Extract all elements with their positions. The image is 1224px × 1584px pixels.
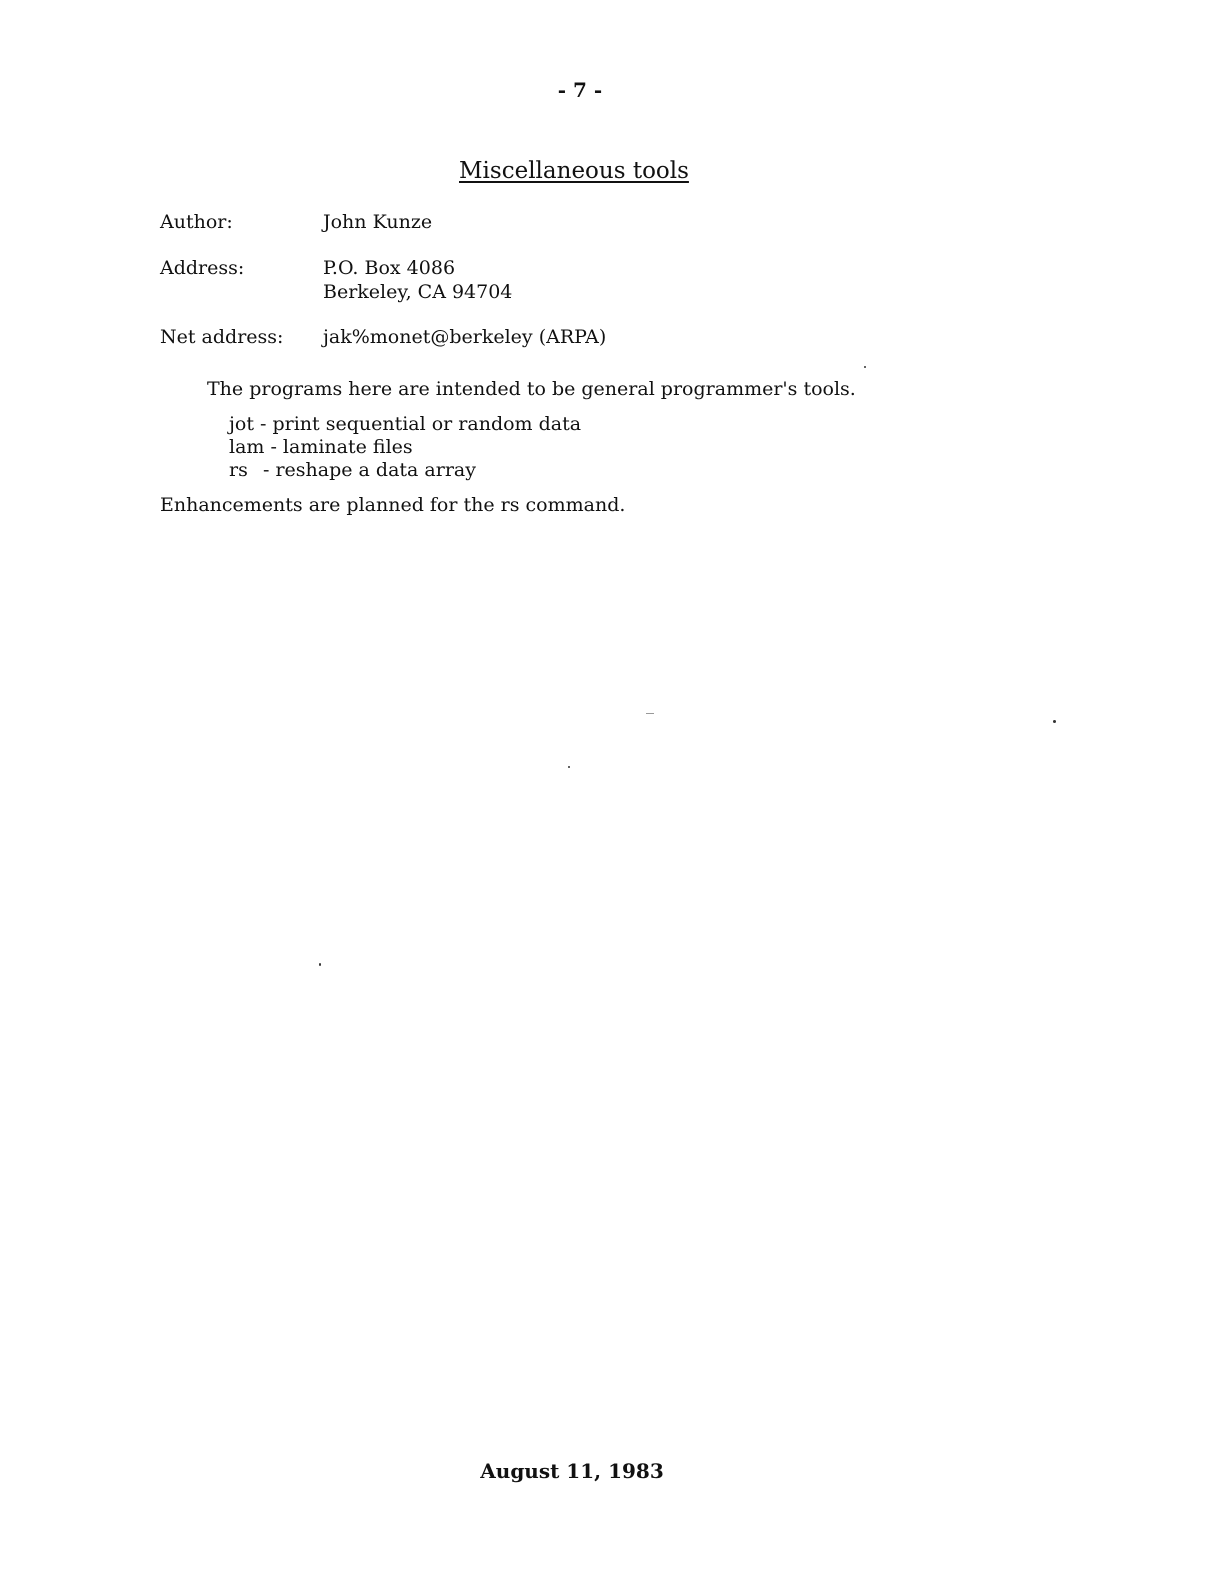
list-item: [229, 459, 581, 482]
tool-list: [229, 413, 581, 482]
tool-name: rs: [229, 459, 248, 481]
footer-date: August 11, 1983: [480, 1459, 664, 1483]
scan-speck: [646, 713, 654, 714]
scan-speck: [1053, 720, 1056, 723]
tool-name: lam: [229, 436, 265, 458]
scan-speck: [568, 766, 570, 768]
author-row: [160, 210, 432, 234]
address-line-1: P.O. Box 4086: [323, 257, 456, 279]
tool-description: - print sequential or random data: [260, 413, 582, 435]
address-row: [160, 256, 512, 304]
closing-paragraph: Enhancements are planned for the rs command.: [160, 494, 626, 516]
address-label: Address:: [160, 257, 245, 279]
author-value: John Kunze: [323, 211, 433, 233]
net-address-value: jak%monet@berkeley (ARPA): [323, 326, 607, 348]
page-number: - 7 -: [557, 78, 603, 102]
scan-speck: [864, 366, 866, 368]
author-label: Author:: [160, 211, 233, 233]
address-line-2: Berkeley, CA 94704: [323, 281, 513, 303]
tool-name: jot: [229, 413, 254, 435]
net-address-label: Net address:: [160, 326, 284, 348]
tool-description: - laminate files: [270, 436, 413, 458]
net-address-row: [160, 325, 606, 349]
intro-paragraph: The programs here are intended to be general programmer's tools.: [207, 378, 856, 400]
address-value: [323, 256, 512, 304]
scan-speck: [319, 963, 321, 966]
section-title: Miscellaneous tools: [459, 158, 689, 184]
list-item: [229, 413, 581, 436]
list-item: [229, 436, 581, 459]
tool-description: - reshape a data array: [263, 459, 476, 481]
